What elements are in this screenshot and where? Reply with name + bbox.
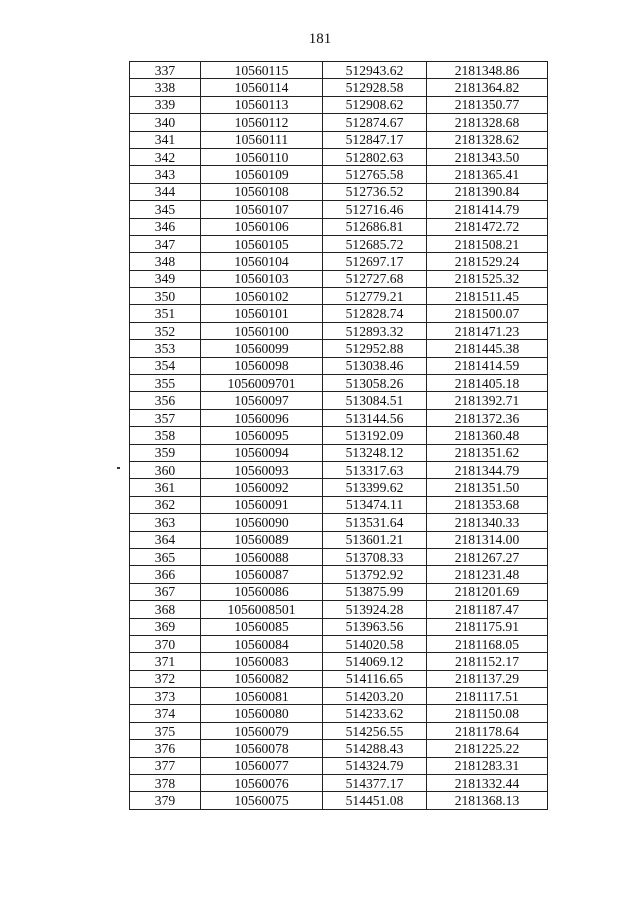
- x-coordinate-cell: 512779.21: [323, 288, 427, 305]
- row-number-cell: 368: [130, 601, 201, 618]
- x-coordinate-cell: 513531.64: [323, 514, 427, 531]
- x-coordinate-cell: 512943.62: [323, 62, 427, 79]
- table-row: [130, 79, 548, 96]
- row-number-cell: 344: [130, 183, 201, 200]
- x-coordinate-cell: 512686.81: [323, 218, 427, 235]
- point-id-cell: 10560097: [201, 392, 323, 409]
- row-number-cell: 372: [130, 670, 201, 687]
- row-number-cell: 338: [130, 79, 201, 96]
- y-coordinate-cell: 2181178.64: [427, 722, 548, 739]
- table-row: [130, 531, 548, 548]
- row-number-cell: 356: [130, 392, 201, 409]
- point-id-cell: 10560104: [201, 253, 323, 270]
- y-coordinate-cell: 2181445.38: [427, 340, 548, 357]
- row-number-cell: 337: [130, 62, 201, 79]
- y-coordinate-cell: 2181225.22: [427, 740, 548, 757]
- x-coordinate-cell: 513601.21: [323, 531, 427, 548]
- point-id-cell: 1056009701: [201, 375, 323, 392]
- table-row: [130, 305, 548, 322]
- table-row: [130, 270, 548, 287]
- y-coordinate-cell: 2181525.32: [427, 270, 548, 287]
- row-number-cell: 379: [130, 792, 201, 809]
- table-row: [130, 444, 548, 461]
- point-id-cell: 10560082: [201, 670, 323, 687]
- y-coordinate-cell: 2181511.45: [427, 288, 548, 305]
- table-row: [130, 670, 548, 687]
- row-number-cell: 374: [130, 705, 201, 722]
- y-coordinate-cell: 2181364.82: [427, 79, 548, 96]
- y-coordinate-cell: 2181353.68: [427, 496, 548, 513]
- row-number-cell: 378: [130, 775, 201, 792]
- table-row: [130, 740, 548, 757]
- table-row: [130, 322, 548, 339]
- table-row: [130, 409, 548, 426]
- y-coordinate-cell: 2181471.23: [427, 322, 548, 339]
- point-id-cell: 10560107: [201, 201, 323, 218]
- row-number-cell: 345: [130, 201, 201, 218]
- x-coordinate-cell: 514116.65: [323, 670, 427, 687]
- row-number-cell: 360: [130, 461, 201, 478]
- point-id-cell: 10560105: [201, 235, 323, 252]
- point-id-cell: 10560086: [201, 583, 323, 600]
- table-row: [130, 479, 548, 496]
- point-id-cell: 10560087: [201, 566, 323, 583]
- point-id-cell: 10560112: [201, 114, 323, 131]
- x-coordinate-cell: 513474.11: [323, 496, 427, 513]
- x-coordinate-cell: 513399.62: [323, 479, 427, 496]
- page-number: 181: [308, 31, 332, 47]
- table-row: [130, 618, 548, 635]
- table-row: [130, 166, 548, 183]
- point-id-cell: 10560076: [201, 775, 323, 792]
- point-id-cell: 10560103: [201, 270, 323, 287]
- table-row: [130, 253, 548, 270]
- row-number-cell: 377: [130, 757, 201, 774]
- row-number-cell: 367: [130, 583, 201, 600]
- y-coordinate-cell: 2181500.07: [427, 305, 548, 322]
- point-id-cell: 10560108: [201, 183, 323, 200]
- coordinates-table: [129, 61, 548, 810]
- x-coordinate-cell: 514288.43: [323, 740, 427, 757]
- y-coordinate-cell: 2181372.36: [427, 409, 548, 426]
- y-coordinate-cell: 2181332.44: [427, 775, 548, 792]
- y-coordinate-cell: 2181392.71: [427, 392, 548, 409]
- point-id-cell: 10560109: [201, 166, 323, 183]
- x-coordinate-cell: 513192.09: [323, 427, 427, 444]
- row-number-cell: 339: [130, 96, 201, 113]
- x-coordinate-cell: 514069.12: [323, 653, 427, 670]
- point-id-cell: 10560090: [201, 514, 323, 531]
- point-id-cell: 10560080: [201, 705, 323, 722]
- row-number-cell: 375: [130, 722, 201, 739]
- point-id-cell: 10560101: [201, 305, 323, 322]
- table-row: [130, 722, 548, 739]
- row-number-cell: 354: [130, 357, 201, 374]
- table-row: [130, 392, 548, 409]
- row-number-cell: 358: [130, 427, 201, 444]
- table-row: [130, 548, 548, 565]
- row-number-cell: 362: [130, 496, 201, 513]
- point-id-cell: 10560099: [201, 340, 323, 357]
- x-coordinate-cell: 512685.72: [323, 235, 427, 252]
- y-coordinate-cell: 2181368.13: [427, 792, 548, 809]
- row-number-cell: 359: [130, 444, 201, 461]
- x-coordinate-cell: 512736.52: [323, 183, 427, 200]
- table-row: [130, 183, 548, 200]
- point-id-cell: 10560075: [201, 792, 323, 809]
- y-coordinate-cell: 2181405.18: [427, 375, 548, 392]
- table-row: [130, 653, 548, 670]
- y-coordinate-cell: 2181117.51: [427, 688, 548, 705]
- row-number-cell: 349: [130, 270, 201, 287]
- y-coordinate-cell: 2181414.79: [427, 201, 548, 218]
- row-number-cell: 342: [130, 148, 201, 165]
- y-coordinate-cell: 2181365.41: [427, 166, 548, 183]
- y-coordinate-cell: 2181390.84: [427, 183, 548, 200]
- row-number-cell: 363: [130, 514, 201, 531]
- table-row: [130, 688, 548, 705]
- row-number-cell: 357: [130, 409, 201, 426]
- x-coordinate-cell: 513038.46: [323, 357, 427, 374]
- y-coordinate-cell: 2181344.79: [427, 461, 548, 478]
- table-row: [130, 62, 548, 79]
- x-coordinate-cell: 514451.08: [323, 792, 427, 809]
- y-coordinate-cell: 2181150.08: [427, 705, 548, 722]
- x-coordinate-cell: 512697.17: [323, 253, 427, 270]
- table-row: [130, 201, 548, 218]
- y-coordinate-cell: 2181267.27: [427, 548, 548, 565]
- point-id-cell: 10560094: [201, 444, 323, 461]
- row-number-cell: 343: [130, 166, 201, 183]
- x-coordinate-cell: 513963.56: [323, 618, 427, 635]
- y-coordinate-cell: 2181175.91: [427, 618, 548, 635]
- row-number-cell: 352: [130, 322, 201, 339]
- x-coordinate-cell: 513875.99: [323, 583, 427, 600]
- point-id-cell: 10560091: [201, 496, 323, 513]
- y-coordinate-cell: 2181508.21: [427, 235, 548, 252]
- y-coordinate-cell: 2181348.86: [427, 62, 548, 79]
- y-coordinate-cell: 2181283.31: [427, 757, 548, 774]
- point-id-cell: 10560106: [201, 218, 323, 235]
- x-coordinate-cell: 514233.62: [323, 705, 427, 722]
- row-number-cell: 369: [130, 618, 201, 635]
- point-id-cell: 10560100: [201, 322, 323, 339]
- table-row: [130, 96, 548, 113]
- x-coordinate-cell: 514203.20: [323, 688, 427, 705]
- row-number-cell: 370: [130, 635, 201, 652]
- point-id-cell: 10560114: [201, 79, 323, 96]
- table-row: [130, 340, 548, 357]
- y-coordinate-cell: 2181472.72: [427, 218, 548, 235]
- table-row: [130, 496, 548, 513]
- point-id-cell: 10560115: [201, 62, 323, 79]
- point-id-cell: 10560079: [201, 722, 323, 739]
- row-number-cell: 346: [130, 218, 201, 235]
- point-id-cell: 10560089: [201, 531, 323, 548]
- row-number-cell: 350: [130, 288, 201, 305]
- point-id-cell: 10560096: [201, 409, 323, 426]
- y-coordinate-cell: 2181231.48: [427, 566, 548, 583]
- point-id-cell: 10560110: [201, 148, 323, 165]
- x-coordinate-cell: 513792.92: [323, 566, 427, 583]
- point-id-cell: 10560092: [201, 479, 323, 496]
- table-row: [130, 635, 548, 652]
- table-row: [130, 235, 548, 252]
- point-id-cell: 10560095: [201, 427, 323, 444]
- y-coordinate-cell: 2181351.50: [427, 479, 548, 496]
- row-number-cell: 353: [130, 340, 201, 357]
- point-id-cell: 10560102: [201, 288, 323, 305]
- table-row: [130, 514, 548, 531]
- x-coordinate-cell: 513058.26: [323, 375, 427, 392]
- point-id-cell: 10560081: [201, 688, 323, 705]
- table-row: [130, 357, 548, 374]
- point-id-cell: 10560085: [201, 618, 323, 635]
- table-row: [130, 583, 548, 600]
- row-number-cell: 366: [130, 566, 201, 583]
- x-coordinate-cell: 512928.58: [323, 79, 427, 96]
- x-coordinate-cell: 512802.63: [323, 148, 427, 165]
- x-coordinate-cell: 512828.74: [323, 305, 427, 322]
- row-number-cell: 376: [130, 740, 201, 757]
- y-coordinate-cell: 2181343.50: [427, 148, 548, 165]
- table-row: [130, 288, 548, 305]
- y-coordinate-cell: 2181414.59: [427, 357, 548, 374]
- row-number-cell: 373: [130, 688, 201, 705]
- x-coordinate-cell: 514256.55: [323, 722, 427, 739]
- y-coordinate-cell: 2181152.17: [427, 653, 548, 670]
- table-row: [130, 427, 548, 444]
- scan-speck: [117, 467, 120, 469]
- row-number-cell: 364: [130, 531, 201, 548]
- table-row: [130, 757, 548, 774]
- x-coordinate-cell: 512727.68: [323, 270, 427, 287]
- row-number-cell: 347: [130, 235, 201, 252]
- table-row: [130, 601, 548, 618]
- point-id-cell: 1056008501: [201, 601, 323, 618]
- x-coordinate-cell: 512908.62: [323, 96, 427, 113]
- point-id-cell: 10560083: [201, 653, 323, 670]
- x-coordinate-cell: 512716.46: [323, 201, 427, 218]
- y-coordinate-cell: 2181328.68: [427, 114, 548, 131]
- table-row: [130, 114, 548, 131]
- row-number-cell: 365: [130, 548, 201, 565]
- row-number-cell: 348: [130, 253, 201, 270]
- y-coordinate-cell: 2181340.33: [427, 514, 548, 531]
- row-number-cell: 341: [130, 131, 201, 148]
- point-id-cell: 10560093: [201, 461, 323, 478]
- x-coordinate-cell: 513317.63: [323, 461, 427, 478]
- point-id-cell: 10560113: [201, 96, 323, 113]
- row-number-cell: 340: [130, 114, 201, 131]
- point-id-cell: 10560077: [201, 757, 323, 774]
- table-row: [130, 461, 548, 478]
- table-row: [130, 705, 548, 722]
- table-row: [130, 148, 548, 165]
- table-row: [130, 792, 548, 809]
- x-coordinate-cell: 512952.88: [323, 340, 427, 357]
- table-row: [130, 375, 548, 392]
- x-coordinate-cell: 514020.58: [323, 635, 427, 652]
- x-coordinate-cell: 513144.56: [323, 409, 427, 426]
- y-coordinate-cell: 2181168.05: [427, 635, 548, 652]
- point-id-cell: 10560078: [201, 740, 323, 757]
- row-number-cell: 351: [130, 305, 201, 322]
- row-number-cell: 371: [130, 653, 201, 670]
- x-coordinate-cell: 513248.12: [323, 444, 427, 461]
- y-coordinate-cell: 2181328.62: [427, 131, 548, 148]
- point-id-cell: 10560088: [201, 548, 323, 565]
- y-coordinate-cell: 2181351.62: [427, 444, 548, 461]
- x-coordinate-cell: 514377.17: [323, 775, 427, 792]
- y-coordinate-cell: 2181201.69: [427, 583, 548, 600]
- x-coordinate-cell: 512893.32: [323, 322, 427, 339]
- point-id-cell: 10560098: [201, 357, 323, 374]
- x-coordinate-cell: 512847.17: [323, 131, 427, 148]
- x-coordinate-cell: 514324.79: [323, 757, 427, 774]
- table-row: [130, 775, 548, 792]
- table-row: [130, 131, 548, 148]
- y-coordinate-cell: 2181529.24: [427, 253, 548, 270]
- y-coordinate-cell: 2181314.00: [427, 531, 548, 548]
- row-number-cell: 355: [130, 375, 201, 392]
- x-coordinate-cell: 513708.33: [323, 548, 427, 565]
- x-coordinate-cell: 513924.28: [323, 601, 427, 618]
- table-row: [130, 218, 548, 235]
- table-body: [130, 62, 548, 810]
- y-coordinate-cell: 2181187.47: [427, 601, 548, 618]
- x-coordinate-cell: 512874.67: [323, 114, 427, 131]
- table-row: [130, 566, 548, 583]
- row-number-cell: 361: [130, 479, 201, 496]
- y-coordinate-cell: 2181350.77: [427, 96, 548, 113]
- point-id-cell: 10560084: [201, 635, 323, 652]
- y-coordinate-cell: 2181137.29: [427, 670, 548, 687]
- y-coordinate-cell: 2181360.48: [427, 427, 548, 444]
- point-id-cell: 10560111: [201, 131, 323, 148]
- x-coordinate-cell: 512765.58: [323, 166, 427, 183]
- x-coordinate-cell: 513084.51: [323, 392, 427, 409]
